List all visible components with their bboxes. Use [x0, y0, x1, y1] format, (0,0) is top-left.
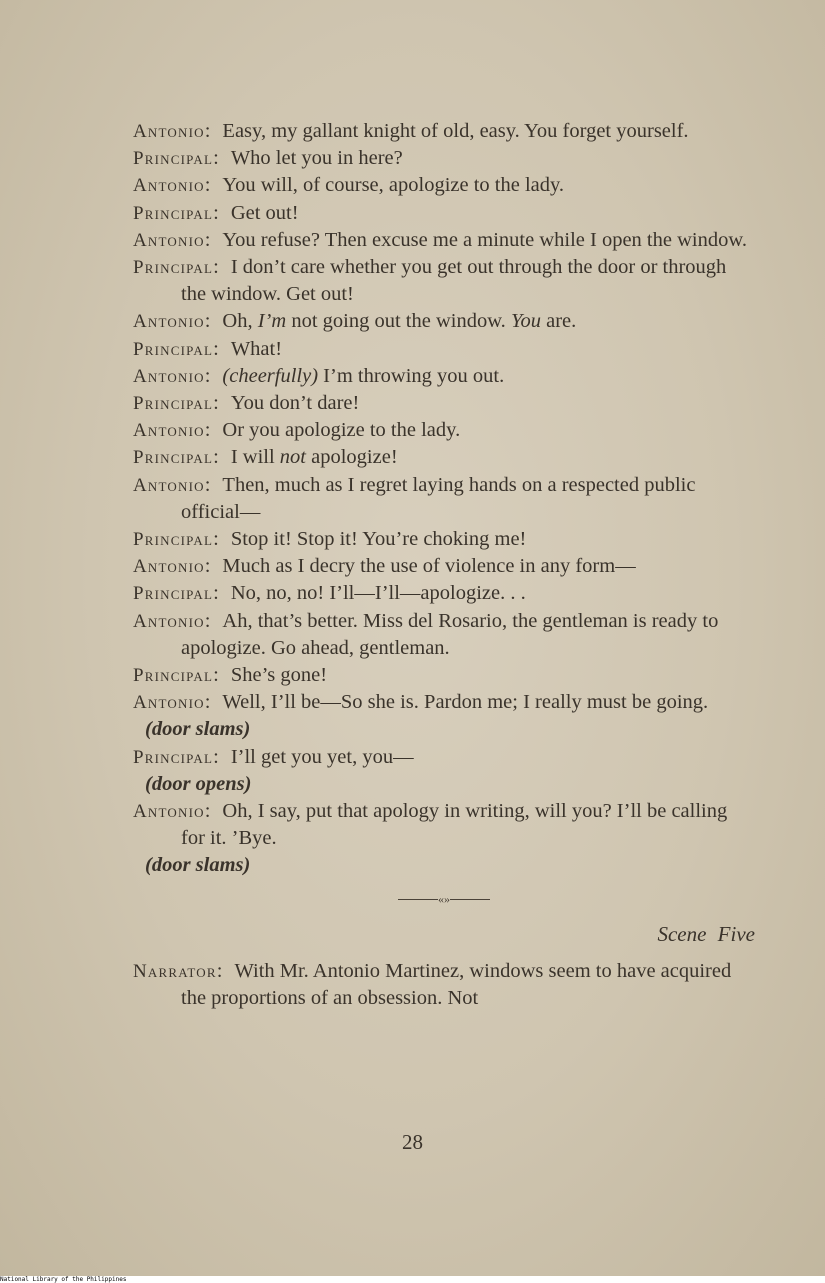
- dialogue-text: Much as I decry the use of violence in any form—: [222, 555, 636, 578]
- dialogue-line: Antonio: Oh, I say, put that apology in writing, will you? I’ll be calling for it. ’Bye.: [133, 800, 728, 850]
- dialogue-line: Antonio: Then, much as I regret laying hands on a respected public official—: [133, 473, 696, 523]
- stage-direction: [133, 852, 755, 879]
- dialogue-text-part: apologize!: [306, 446, 398, 469]
- dialogue-text-part: are.: [540, 310, 577, 333]
- dialogue-text: With Mr. Antonio Martinez, windows seem to have acquired the proportions of an obsession. Not: [181, 960, 732, 1010]
- dialogue-text: Oh, I say, put that apology in writing, will you? I’ll be calling for it. ’Bye.: [181, 800, 728, 850]
- stage-direction: [133, 716, 755, 743]
- dialogue-line: Principal: No, no, no! I’ll—I’ll—apologize. . .: [133, 582, 526, 605]
- dialogue-text-part: not going out the window.: [286, 310, 511, 333]
- dialogue-line: Narrator: With Mr. Antonio Martinez, windows seem to have acquired the proportions of an obsession. Not: [133, 960, 732, 1010]
- dialogue-line: Antonio: Much as I decry the use of violence in any form—: [133, 555, 636, 578]
- dialogue-line: Principal: I will not apologize!: [133, 446, 398, 469]
- stage-direction-text: (door slams): [145, 718, 251, 741]
- play-text: [133, 118, 755, 1013]
- dialogue-line: Antonio: Or you apologize to the lady.: [133, 419, 461, 442]
- speaker-name: Principal: [133, 257, 214, 279]
- dialogue-text: You refuse? Then excuse me a minute while I open the window.: [222, 228, 747, 251]
- dialogue-text: Well, I’ll be—So she is. Pardon me; I really must be going.: [222, 691, 709, 714]
- dialogue-text: No, no, no! I’ll—I’ll—apologize. . .: [230, 582, 526, 605]
- dialogue-line: Antonio: You refuse? Then excuse me a minute while I open the window.: [133, 228, 747, 251]
- dialogue-text: I’ll get you yet, you—: [230, 745, 414, 768]
- speaker-name: Principal: [133, 202, 214, 224]
- speaker-name: Principal: [133, 148, 214, 170]
- speaker-name: Antonio: [133, 610, 205, 632]
- dialogue-text: You don’t dare!: [230, 392, 360, 415]
- dialogue-line: Antonio: Ah, that’s better. Miss del Rosario, the gentleman is ready to apologize. Go ahead, gentleman.: [133, 609, 719, 659]
- dialogue-text: Get out!: [230, 201, 299, 224]
- emphasis-text: not: [279, 446, 306, 469]
- dialogue-line: Principal: You don’t dare!: [133, 392, 360, 415]
- speaker-name: Antonio: [133, 365, 205, 387]
- emphasis-text: I’m: [257, 310, 287, 333]
- speaker-name: Antonio: [133, 420, 205, 442]
- speaker-name: Antonio: [133, 801, 205, 823]
- speaker-name: Principal: [133, 393, 214, 415]
- speaker-name: Antonio: [133, 692, 205, 714]
- dialogue-text-part: Oh,: [222, 310, 258, 333]
- emphasis-text: You: [510, 310, 541, 333]
- stage-direction-text: (door opens): [145, 772, 252, 795]
- speaker-name: Principal: [133, 447, 214, 469]
- stage-direction-text: (door slams): [145, 854, 251, 877]
- dialogue-line: Principal: She’s gone!: [133, 664, 328, 687]
- dialogue-text: You will, of course, apologize to the lady.: [222, 174, 565, 197]
- stage-direction: [133, 771, 755, 798]
- dialogue-text: She’s gone!: [230, 664, 328, 687]
- scene-heading: Scene Five: [657, 921, 755, 946]
- page-number: 28: [402, 1130, 423, 1154]
- section-divider: [133, 886, 755, 913]
- speaker-name: Antonio: [133, 175, 205, 197]
- dialogue-text: Or you apologize to the lady.: [222, 419, 461, 442]
- dialogue-text: What!: [230, 337, 283, 360]
- speaker-name: Antonio: [133, 229, 205, 251]
- speaker-name: Principal: [133, 338, 214, 360]
- dialogue-line: Principal: What!: [133, 337, 283, 360]
- dialogue-line: Principal: I’ll get you yet, you—: [133, 745, 414, 768]
- dialogue-line: Antonio: (cheerfully) I’m throwing you out.: [133, 364, 505, 387]
- footer-credit: National Library of the Philippines: [0, 1276, 825, 1283]
- dialogue-text: Stop it! Stop it! You’re choking me!: [230, 528, 527, 551]
- speaker-name: Antonio: [133, 556, 205, 578]
- dialogue-line: Principal: Get out!: [133, 201, 299, 224]
- dialogue-text: Easy, my gallant knight of old, easy. You forget yourself.: [222, 120, 689, 142]
- dialogue-text: Ah, that’s better. Miss del Rosario, the gentleman is ready to apologize. Go ahead, gentleman.: [181, 609, 719, 659]
- dialogue-line: Antonio: Easy, my gallant knight of old, easy. You forget yourself.: [133, 120, 689, 142]
- dialogue-text-part: I’m throwing you out.: [318, 364, 505, 387]
- dialogue-text: I don’t care whether you get out through the door or through the window. Get out!: [181, 256, 727, 306]
- dialogue-line: Antonio: You will, of course, apologize to the lady.: [133, 174, 565, 197]
- dialogue-text: Then, much as I regret laying hands on a respected public official—: [181, 473, 696, 523]
- speaker-name: Principal: [133, 583, 214, 605]
- dialogue-text: Who let you in here?: [230, 147, 403, 170]
- speaker-name: Antonio: [133, 311, 205, 333]
- stage-direction-inline: (cheerfully): [222, 364, 319, 387]
- speaker-name: Principal: [133, 746, 214, 768]
- speaker-name: Antonio: [133, 121, 205, 142]
- speaker-name: Principal: [133, 665, 214, 687]
- speaker-name: Antonio: [133, 474, 205, 496]
- speaker-name: Narrator: [133, 961, 217, 983]
- divider-ornament: «»: [438, 891, 450, 906]
- dialogue-line: Principal: I don’t care whether you get out through the door or through the window. Get out!: [133, 256, 727, 306]
- dialogue-line: Principal: Who let you in here?: [133, 147, 403, 170]
- dialogue-line: Antonio: Well, I’ll be—So she is. Pardon me; I really must be going.: [133, 691, 709, 714]
- dialogue-line: Antonio: Oh, I’m not going out the window. You are.: [133, 310, 577, 333]
- dialogue-line: Principal: Stop it! Stop it! You’re choking me!: [133, 528, 527, 551]
- dialogue-text-part: I will: [230, 446, 280, 469]
- speaker-name: Principal: [133, 529, 214, 551]
